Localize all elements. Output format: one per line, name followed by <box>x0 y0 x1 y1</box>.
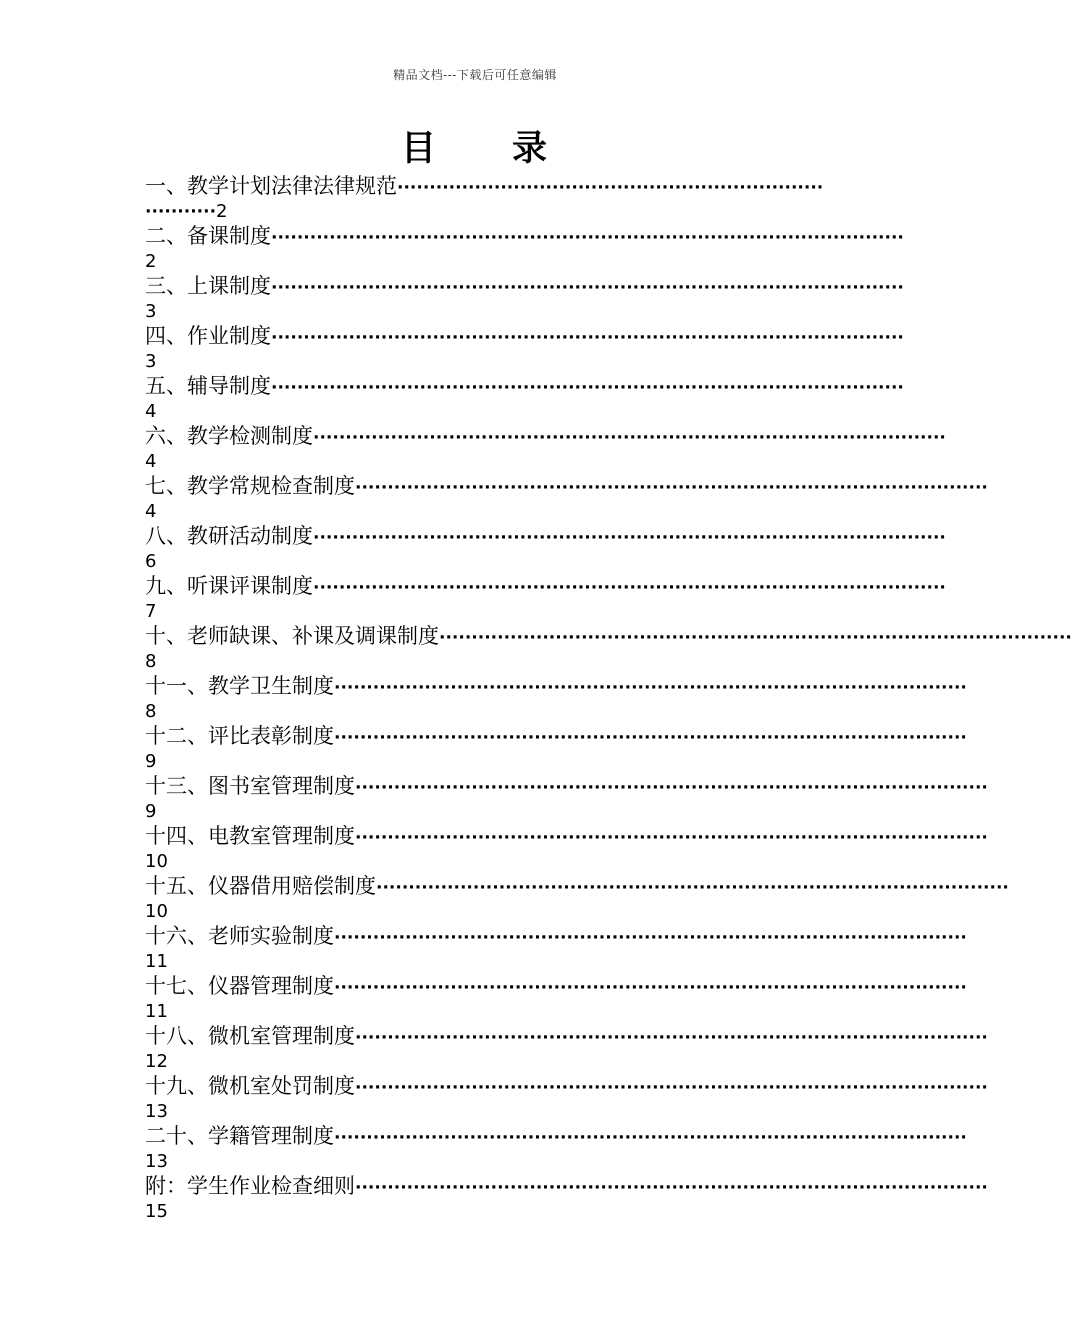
toc-entry-page: 8 <box>145 651 157 672</box>
toc-title: 目 录 <box>400 129 549 169</box>
toc-entry[interactable] <box>145 723 967 773</box>
toc-leader: ·································································································· <box>271 378 904 398</box>
toc-list <box>145 173 1072 1223</box>
toc-entry-title: 十七、仪器管理制度 <box>145 974 334 998</box>
toc-entry-page: 4 <box>145 451 157 472</box>
toc-entry-page: 3 <box>145 301 157 322</box>
toc-entry-title: 十六、老师实验制度 <box>145 924 334 948</box>
toc-entry[interactable] <box>145 373 904 423</box>
toc-entry-page: 13 <box>145 1151 168 1172</box>
toc-entry-page: 6 <box>145 551 157 572</box>
toc-entry-title: 八、教研活动制度 <box>145 524 313 548</box>
toc-entry-page: 11 <box>145 951 168 972</box>
toc-entry-title: 七、教学常规检查制度 <box>145 474 355 498</box>
toc-entry[interactable] <box>145 1123 967 1173</box>
toc-entry[interactable] <box>145 1173 988 1223</box>
toc-entry-title: 十、老师缺课、补课及调课制度 <box>145 624 439 648</box>
toc-leader: ·································································································· <box>334 1128 967 1148</box>
toc-leader: ·································································································· <box>334 978 967 998</box>
toc-leader: ·································································································· <box>439 628 1072 648</box>
toc-leader: ·································································································· <box>355 828 988 848</box>
toc-entry-page: 4 <box>145 401 157 422</box>
toc-leader: ·································································································· <box>376 878 1009 898</box>
toc-entry[interactable] <box>145 423 946 473</box>
toc-leader: ·································································································· <box>271 328 904 348</box>
toc-entry-title: 二十、学籍管理制度 <box>145 1124 334 1148</box>
toc-entry[interactable] <box>145 773 988 823</box>
toc-leader: ·································································································· <box>313 528 946 548</box>
toc-entry-page: 9 <box>145 751 157 772</box>
toc-entry-title: 五、辅导制度 <box>145 374 271 398</box>
toc-entry-page: 8 <box>145 701 157 722</box>
toc-entry-page: 10 <box>145 901 168 922</box>
toc-entry-page: 10 <box>145 851 168 872</box>
toc-entry[interactable] <box>145 173 824 223</box>
toc-leader: ·································································· <box>397 178 824 198</box>
toc-entry-page: 9 <box>145 801 157 822</box>
toc-entry[interactable] <box>145 523 946 573</box>
toc-leader: ·································································································· <box>334 928 967 948</box>
toc-entry-title: 十九、微机室处罚制度 <box>145 1074 355 1098</box>
toc-leader-continued: ··········· <box>145 202 217 222</box>
toc-entry-title: 十三、图书室管理制度 <box>145 774 355 798</box>
toc-entry[interactable] <box>145 673 967 723</box>
toc-entry-title: 十八、微机室管理制度 <box>145 1024 355 1048</box>
toc-entry-page: 11 <box>145 1001 168 1022</box>
toc-entry-page: 13 <box>145 1101 168 1122</box>
toc-entry[interactable] <box>145 323 904 373</box>
toc-entry-title: 四、作业制度 <box>145 324 271 348</box>
toc-entry-title: 二、备课制度 <box>145 224 271 248</box>
toc-entry-title: 十五、仪器借用赔偿制度 <box>145 874 376 898</box>
toc-entry-title: 十二、评比表彰制度 <box>145 724 334 748</box>
toc-entry-title: 附：学生作业检查细则 <box>145 1174 355 1198</box>
toc-entry-page: 3 <box>145 351 157 372</box>
toc-entry[interactable] <box>145 573 946 623</box>
toc-entry-page: 4 <box>145 501 157 522</box>
toc-entry-title: 一、教学计划法律法律规范 <box>145 174 397 198</box>
toc-entry[interactable] <box>145 623 1072 673</box>
toc-entry[interactable] <box>145 973 967 1023</box>
page-header: 精品文档---下载后可任意编辑 <box>393 68 557 82</box>
toc-leader: ·································································································· <box>313 428 946 448</box>
toc-entry[interactable] <box>145 223 904 273</box>
toc-leader: ·································································································· <box>355 478 988 498</box>
toc-entry-page: 2 <box>145 251 157 272</box>
toc-leader: ·································································································· <box>355 1178 988 1198</box>
toc-leader: ·································································································· <box>334 728 967 748</box>
toc-leader: ·································································································· <box>355 1078 988 1098</box>
toc-leader: ·································································································· <box>334 678 967 698</box>
toc-entry[interactable] <box>145 1073 988 1123</box>
toc-entry[interactable] <box>145 923 967 973</box>
toc-leader: ·································································································· <box>271 278 904 298</box>
toc-entry[interactable] <box>145 873 1009 923</box>
toc-entry[interactable] <box>145 823 988 873</box>
toc-entry-title: 十四、电教室管理制度 <box>145 824 355 848</box>
toc-entry-page: 7 <box>145 601 157 622</box>
toc-leader: ·································································································· <box>271 228 904 248</box>
toc-entry-page: 15 <box>145 1201 168 1222</box>
toc-entry-title: 三、上课制度 <box>145 274 271 298</box>
toc-entry-page: 2 <box>216 201 228 222</box>
toc-entry-title: 十一、教学卫生制度 <box>145 674 334 698</box>
toc-entry[interactable] <box>145 273 904 323</box>
toc-entry-page: 12 <box>145 1051 168 1072</box>
toc-leader: ·································································································· <box>355 1028 988 1048</box>
toc-leader: ·································································································· <box>355 778 988 798</box>
toc-entry-title: 六、教学检测制度 <box>145 424 313 448</box>
toc-entry[interactable] <box>145 473 988 523</box>
toc-entry-title: 九、听课评课制度 <box>145 574 313 598</box>
toc-leader: ·································································································· <box>313 578 946 598</box>
toc-entry[interactable] <box>145 1023 988 1073</box>
